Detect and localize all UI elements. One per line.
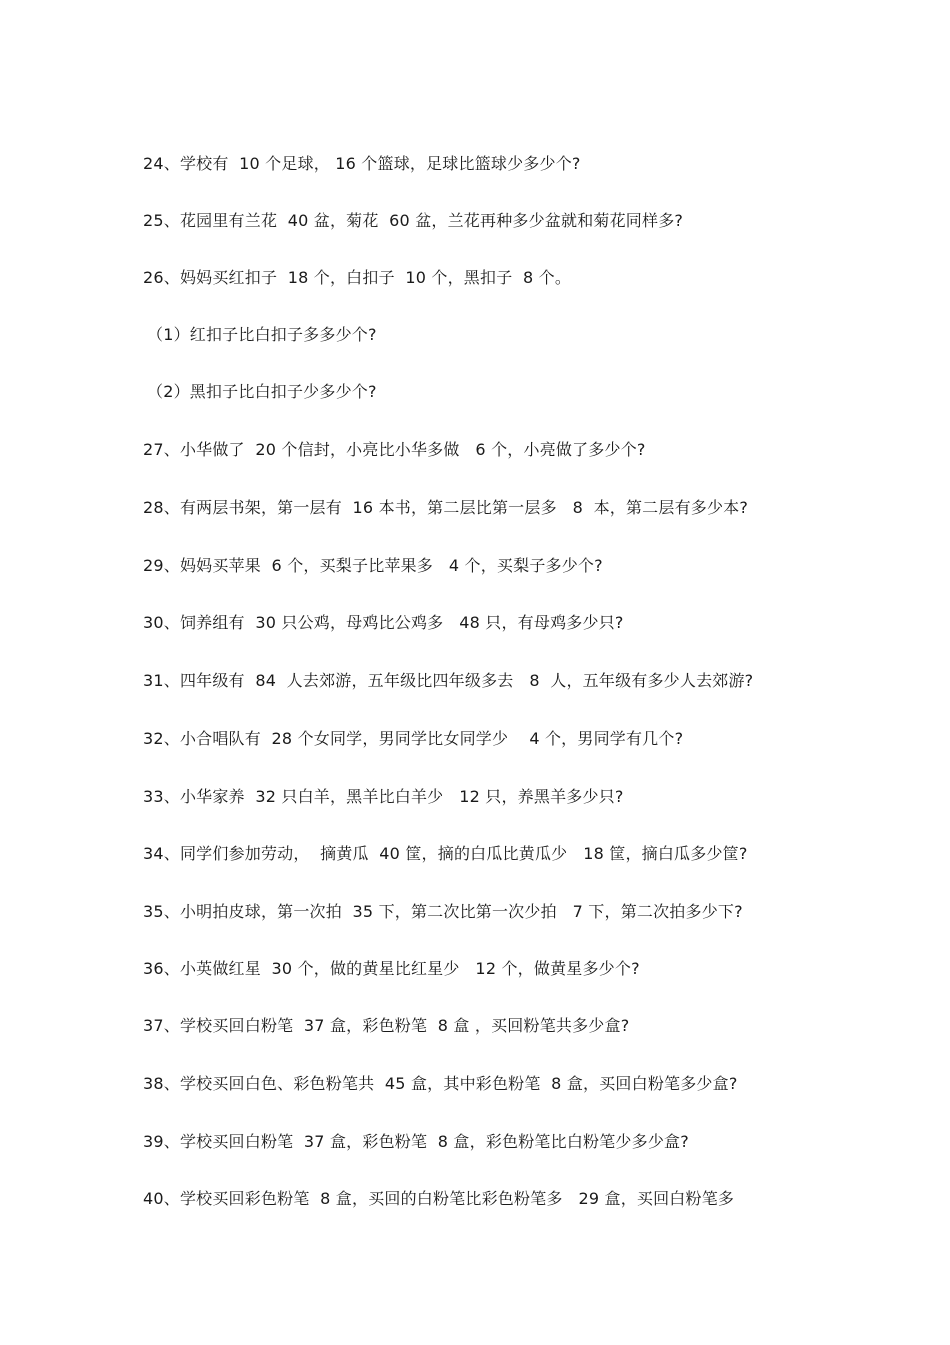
- problem-25: 25、花园里有兰花 40 盆，菊花 60 盆，兰花再种多少盆就和菊花同样多?: [143, 211, 684, 230]
- problem-28: 28、有两层书架，第一层有 16 本书，第二层比第一层多 8 本，第二层有多少本?: [143, 498, 749, 517]
- problem-31: 31、四年级有 84 人去郊游，五年级比四年级多去 8 人，五年级有多少人去郊游?: [143, 671, 754, 690]
- problem-39: 39、学校买回白粉笔 37 盒，彩色粉笔 8 盒，彩色粉笔比白粉笔少多少盒?: [143, 1132, 689, 1151]
- problem-27: 27、小华做了 20 个信封，小亮比小华多做 6 个，小亮做了多少个?: [143, 440, 646, 459]
- problem-40: 40、学校买回彩色粉笔 8 盒，买回的白粉笔比彩色粉笔多 29 盒，买回白粉笔多: [143, 1189, 735, 1208]
- problem-37: 37、学校买回白粉笔 37 盒，彩色粉笔 8 盒 ，买回粉笔共多少盒?: [143, 1016, 630, 1035]
- problem-33: 33、小华家养 32 只白羊，黑羊比白羊少 12 只，养黑羊多少只?: [143, 787, 624, 806]
- problem-38: 38、学校买回白色、彩色粉笔共 45 盒，其中彩色粉笔 8 盒，买回白粉笔多少盒?: [143, 1074, 738, 1093]
- problem-30: 30、饲养组有 30 只公鸡，母鸡比公鸡多 48 只，有母鸡多少只?: [143, 613, 624, 632]
- problem-29: 29、妈妈买苹果 6 个，买梨子比苹果多 4 个，买梨子多少个?: [143, 556, 603, 575]
- problem-35: 35、小明拍皮球，第一次拍 35 下，第二次比第一次少拍 7 下，第二次拍多少下?: [143, 902, 743, 921]
- problem-36: 36、小英做红星 30 个，做的黄星比红星少 12 个，做黄星多少个?: [143, 959, 640, 978]
- problem-26: 26、妈妈买红扣子 18 个，白扣子 10 个，黑扣子 8 个。: [143, 268, 572, 287]
- problem-34: 34、同学们参加劳动， 摘黄瓜 40 筐，摘的白瓜比黄瓜少 18 筐，摘白瓜多少筐?: [143, 844, 748, 863]
- problem-24: 24、学校有 10 个足球， 16 个篮球，足球比篮球少多少个?: [143, 154, 581, 173]
- problem-32: 32、小合唱队有 28 个女同学，男同学比女同学少 4 个，男同学有几个?: [143, 729, 684, 748]
- problem-26-part-2: （2）黑扣子比白扣子少多少个?: [147, 382, 377, 401]
- problem-26-part-1: （1）红扣子比白扣子多多少个?: [147, 325, 377, 344]
